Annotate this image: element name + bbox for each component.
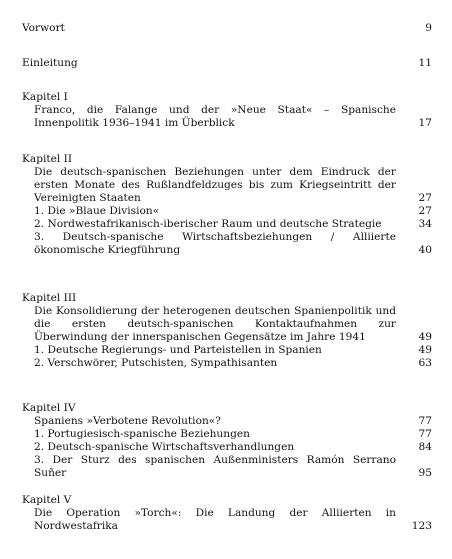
toc-chapter-2 xyxy=(22,153,432,257)
toc-chapter-1 xyxy=(22,91,432,130)
section-page: 34 xyxy=(418,218,432,230)
section-entry xyxy=(34,231,432,257)
chapter-page: 17 xyxy=(418,117,432,129)
chapter-heading: Kapitel I xyxy=(22,91,68,103)
section-entry xyxy=(34,357,432,370)
section-page: 77 xyxy=(418,428,432,440)
section-title: 1. Deutsche Regierungs- und Parteistellen in Spanien xyxy=(34,344,322,356)
section-title: 2. Verschwörer, Putschisten, Sympathisanten xyxy=(34,357,278,369)
section-title: 2. Deutsch-spanische Wirtschaftsverhandlungen xyxy=(34,441,295,453)
toc-chapter-4 xyxy=(22,402,432,480)
chapter-heading: Kapitel IV xyxy=(22,402,76,414)
section-entry xyxy=(34,218,432,231)
section-page: 49 xyxy=(418,344,432,356)
chapter-title: Die deutsch-spanischen Beziehungen unter dem Eindruck der ersten Monate des Rußlandfeldzuges bis zum Kriegseintritt der Vereinigten Staaten xyxy=(34,166,396,204)
chapter-heading: Kapitel III xyxy=(22,292,77,304)
chapter-page: 27 xyxy=(418,192,432,204)
entry-title: Vorwort xyxy=(22,22,65,34)
toc-entry-vorwort xyxy=(22,22,432,35)
section-title: 2. Nordwestafrikanisch-iberischer Raum und deutsche Strategie xyxy=(34,218,382,230)
chapter-title: Spaniens »Verbotene Revolution«? xyxy=(34,415,221,427)
section-title: 1. Portugiesisch-spanische Beziehungen xyxy=(34,428,250,440)
section-title: 3. Der Sturz des spanischen Außenministers Ramón Serrano Suñer xyxy=(34,454,396,479)
chapter-page: 123 xyxy=(411,520,432,532)
toc-entry-einleitung xyxy=(22,57,432,70)
section-page: 27 xyxy=(418,205,432,217)
section-entry xyxy=(34,441,432,454)
entry-title: Einleitung xyxy=(22,57,78,69)
chapter-heading: Kapitel V xyxy=(22,494,72,506)
section-entry xyxy=(34,205,432,218)
section-page: 63 xyxy=(418,357,432,369)
section-entry xyxy=(34,428,432,441)
toc-chapter-5 xyxy=(22,494,432,533)
toc-chapter-3 xyxy=(22,292,432,370)
section-page: 84 xyxy=(418,441,432,453)
chapter-title: Die Konsolidierung der heterogenen deutschen Spanienpolitik und die ersten deutsch-spanischen Kontaktaufnahmen zur Überwindung der innerspanischen Gegensätze im Jahre 1941 xyxy=(34,305,396,343)
entry-page: 9 xyxy=(425,22,432,34)
section-entry xyxy=(34,344,432,357)
chapter-title: Die Operation »Torch«: Die Landung der Alliierten in Nordwestafrika xyxy=(34,507,396,532)
section-page: 40 xyxy=(418,244,432,256)
chapter-page: 77 xyxy=(418,415,432,427)
section-page: 95 xyxy=(418,467,432,479)
chapter-heading: Kapitel II xyxy=(22,153,73,165)
entry-page: 11 xyxy=(418,57,432,69)
chapter-page: 49 xyxy=(418,331,432,343)
section-title: 1. Die »Blaue Division« xyxy=(34,205,160,217)
chapter-title: Franco, die Falange und der »Neue Staat« – Spanische Innenpolitik 1936–1941 im Überblick xyxy=(34,104,396,129)
section-entry xyxy=(34,454,432,480)
section-title: 3. Deutsch-spanische Wirtschaftsbeziehungen / Alliierte ökonomische Kriegführung xyxy=(34,231,396,256)
